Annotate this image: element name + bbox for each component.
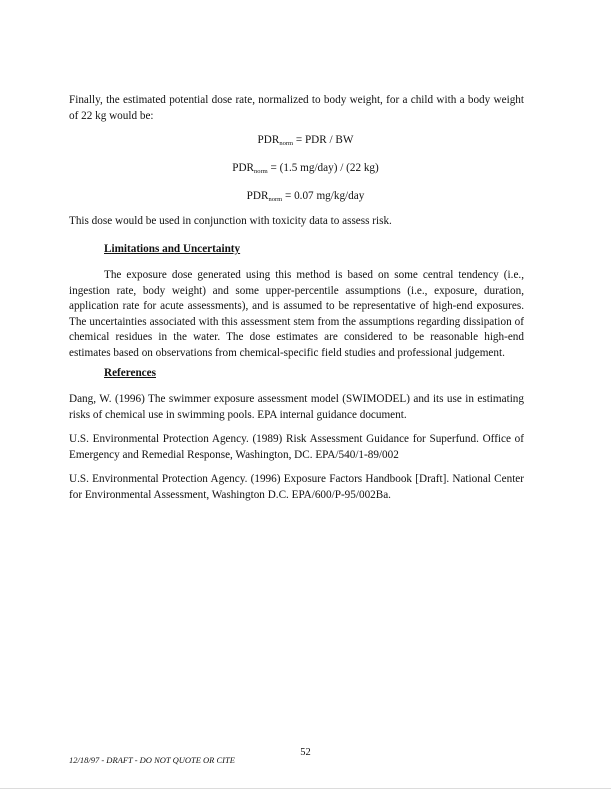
equation-lhs: PDR	[246, 190, 269, 202]
page-number: 52	[300, 747, 311, 758]
reference-item: U.S. Environmental Protection Agency. (1989) Risk Assessment Guidance for Superfund. Office of Emergency and Remedial Response, Washington, DC. EPA/540/1-89/002	[69, 433, 524, 461]
equation-subscript: norm	[254, 168, 268, 175]
limitations-paragraph: The exposure dose generated using this method is based on some central tendency (i.e., ingestion rate, body weight) and some upper-percentile assumptions (i.e., exposure, duration, application rate for acute assessments), and is assumed to be representative of high-end exposures. The uncertainties associated with this assessment stem from the assumptions regarding dissipation of chemical residues in the water. The dose estimates are considered to be reasonable high-end estimates based on observations from chemical-specific field studies and professional judgement.	[69, 269, 524, 359]
equation-rhs: = PDR / BW	[293, 134, 354, 146]
equation-lhs: PDR	[257, 134, 280, 146]
equation-subscript: norm	[268, 196, 283, 203]
draft-notice: 12/18/97 - DRAFT - DO NOT QUOTE OR CITE	[69, 755, 235, 765]
scan-edge-divider	[0, 788, 611, 789]
intro-paragraph: Finally, the estimated potential dose rate, normalized to body weight, for a child with a body weight of 22 kg would be:	[69, 94, 524, 122]
equation-1	[0, 133, 611, 151]
equation-rhs: = 0.07 mg/kg/day	[282, 190, 365, 202]
equation-3	[0, 189, 611, 207]
equation-lhs: PDR	[232, 162, 254, 174]
use-statement: This dose would be used in conjunction with toxicity data to assess risk.	[69, 215, 392, 227]
reference-item: U.S. Environmental Protection Agency. (1996) Exposure Factors Handbook [Draft]. National Center for Environmental Assessment, Washington D.C. EPA/600/P-95/002Ba.	[69, 473, 524, 501]
equation-2	[0, 161, 611, 179]
equation-rhs: = (1.5 mg/day) / (22 kg)	[267, 162, 379, 174]
equation-subscript: norm	[279, 140, 294, 147]
references-heading: References	[104, 367, 156, 379]
limitations-heading: Limitations and Uncertainty	[104, 243, 241, 255]
reference-item: Dang, W. (1996) The swimmer exposure assessment model (SWIMODEL) and its use in estimating risks of chemical use in swimming pools. EPA internal guidance document.	[69, 393, 524, 421]
